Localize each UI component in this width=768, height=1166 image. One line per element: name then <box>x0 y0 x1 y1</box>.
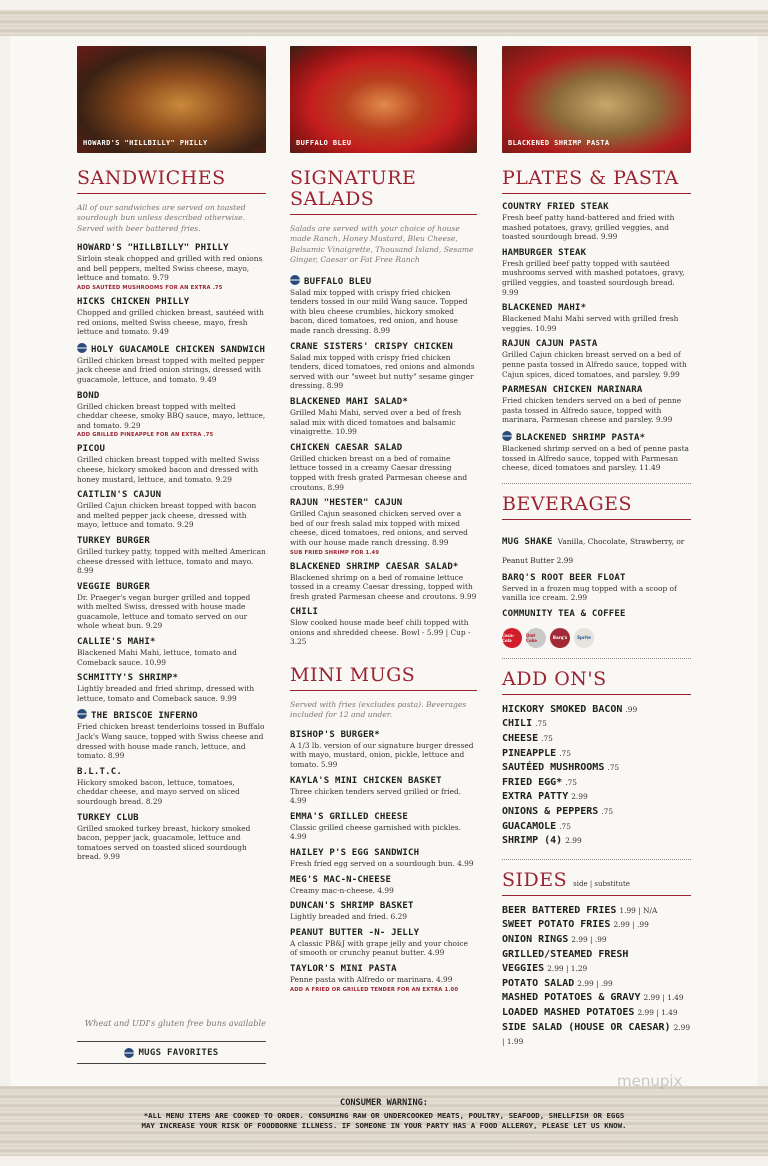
section-title-beverages: BEVERAGES <box>502 494 691 520</box>
item-desc: Fresh beef patty hand-battered and fried with mashed potatoes, gravy, grilled veggies, and toasted sourdough bread. 9.99 <box>502 213 675 242</box>
item-desc: Grilled Cajun chicken breast topped with bacon and melted pepper jack cheese, dressed with mayo, lettuce and tomato. 9.29 <box>77 501 257 530</box>
row-name: SWEET POTATO FRIES <box>502 919 611 931</box>
row-price: 2.99 | 1.49 <box>637 1007 678 1017</box>
item-name-text: BUFFALO BLEU <box>304 276 372 287</box>
item-name-text: SCHMITTY'S SHRIMP* <box>77 673 179 684</box>
item-desc: Grilled Cajun seasoned chicken served over a bed of our fresh salad mix topped with mixed cheese, diced tomatoes, red onions, and served with our house made ranch dressing. 8.99 <box>290 509 468 547</box>
item-name <box>290 964 477 975</box>
item-name-text: CRANE SISTERS' CRISPY CHICKEN <box>290 341 453 352</box>
photo-hillbilly-philly <box>77 46 266 153</box>
sides-price-label: side | substitute <box>573 879 630 888</box>
item-desc: A 1/3 lb. version of our signature burger dressed with mayo, mustard, onion, pickle, lettuce and tomato. 5.99 <box>290 740 474 770</box>
item-name <box>77 444 266 455</box>
item-name-text: PEANUT BUTTER -N- JELLY <box>290 927 420 938</box>
item-name-text: HAMBURGER STEAK <box>502 247 587 258</box>
barqs-logo: Barq's <box>550 628 570 648</box>
item-name-text: HOLY GUACAMOLE CHICKEN SANDWICH <box>91 344 266 355</box>
item-name-text: THE BRISCOE INFERNO <box>91 711 198 722</box>
row-price: 1.99 | N/A <box>619 905 658 915</box>
item-desc: Blackened Mahi Mahi, lettuce, tomato and Comeback sauce. 10.99 <box>77 648 237 667</box>
row-name: EXTRA PATTY <box>502 791 569 803</box>
row-name: SIDE SALAD (HOUSE OR CAESAR) <box>502 1021 671 1033</box>
item-name <box>77 709 266 722</box>
beverage-community: COMMUNITY TEA & COFFEE <box>502 608 626 619</box>
item-name <box>502 202 691 213</box>
item-name <box>290 812 477 823</box>
diet-coke-logo: Diet Coke <box>526 628 546 648</box>
item-name <box>77 582 266 593</box>
row-price: .75 <box>535 719 547 729</box>
row-name: MASHED POTATOES & GRAVY <box>502 992 641 1004</box>
menu-item <box>502 385 691 425</box>
mini-mugs-list <box>290 730 477 993</box>
item-desc: Sirloin steak chopped and grilled with red onions and bell peppers, melted Swiss cheese, mayo, lettuce and tomato. 9.79 <box>77 254 263 283</box>
menu-item <box>290 443 477 492</box>
item-name-text: TURKEY BURGER <box>77 535 151 546</box>
row-price: .75 <box>541 734 553 744</box>
mini-mugs-intro: Served with fries (excludes pasta). Beverages included for 12 and under. <box>290 700 467 720</box>
item-name-text: RAJUN CAJUN PASTA <box>502 339 598 350</box>
menu-item <box>77 490 266 530</box>
priced-row <box>502 834 691 849</box>
menu-item <box>502 431 691 473</box>
dotted-divider <box>502 483 691 484</box>
item-name <box>77 243 266 254</box>
menu-item <box>77 536 266 576</box>
menu-item <box>502 339 691 379</box>
priced-row <box>502 761 691 776</box>
section-title-salads: SIGNATURE SALADS <box>290 167 417 210</box>
item-name <box>502 339 691 350</box>
item-name-text: HOWARD'S "HILLBILLY" PHILLY <box>77 243 229 254</box>
item-desc: Dr. Praeger's vegan burger grilled and topped with melted Swiss, dressed with house made guacamole, lettuce and tomato served on our whole wheat bun. 9.29 <box>77 592 251 631</box>
item-name-text: KAYLA'S MINI CHICKEN BASKET <box>290 775 442 786</box>
item-name <box>502 248 691 259</box>
photo-blackened-shrimp-pasta <box>502 46 691 153</box>
item-desc: Slow cooked house made beef chili topped with onions and shredded cheese. Bowl - 5.99 | Cup - 3.25 <box>290 618 471 647</box>
item-name <box>77 391 266 402</box>
row-price: 2.99 | 1.49 <box>643 993 684 1003</box>
priced-row <box>502 918 691 933</box>
row-price: .75 <box>601 807 614 817</box>
item-name <box>290 498 477 509</box>
item-desc: Fresh fried egg served on a sourdough bun. 4.99 <box>290 859 474 869</box>
section-title-sides: SIDES <box>502 868 568 891</box>
menu-item <box>290 776 477 806</box>
item-name <box>290 875 477 886</box>
mugs-favorite-icon <box>290 275 300 285</box>
item-name-text: RAJUN "HESTER" CAJUN <box>290 498 403 509</box>
warning-body: *ALL MENU ITEMS ARE COOKED TO ORDER. CONSUMING RAW OR UNDERCOOKED MEATS, POULTRY, SEAFOOD, SHELLFISH OR EGGS MAY INCREASE YOUR RISK OF FOODBORNE ILLNESS. IF SOMEONE IN YOUR PARTY HAS A FOOD ALLERGY, PLEASE LET US KNOW. <box>141 1111 627 1130</box>
row-name: ONION RINGS <box>502 934 569 945</box>
item-desc: Three chicken tenders served grilled or fried. 4.99 <box>290 786 462 806</box>
item-desc: Grilled chicken breast topped with melted Swiss cheese, hickory smoked bacon and dressed with honey mustard, lettuce, and tomato. 9.29 <box>77 455 260 484</box>
menu-item <box>290 498 477 555</box>
mugs-favorite-icon <box>502 431 512 441</box>
menu-item <box>77 767 266 807</box>
salads-intro: Salads are served with your choice of house made Ranch, Honey Mustard, Bleu Cheese, Balsamic Vinaigrette, Thousand Island, Sesame Ginger, Caesar or Fat Free Ranch <box>290 224 474 265</box>
menu-item <box>290 964 477 993</box>
photo-caption: BUFFALO BLEU <box>296 139 352 147</box>
item-name <box>290 730 477 741</box>
priced-row <box>502 977 691 992</box>
section-title-addons: ADD ON'S <box>502 669 691 695</box>
warning-title: CONSUMER WARNING: <box>340 1098 428 1108</box>
item-desc: Grilled Cajun chicken breast served on a bed of penne pasta tossed in Alfredo sauce, topped with Cajun spices, diced tomatoes, and parsley. 9.99 <box>502 350 687 379</box>
row-price: 2.99 <box>571 792 588 802</box>
dotted-divider <box>502 658 691 659</box>
item-name-text: PARMESAN CHICKEN MARINARA <box>502 385 643 396</box>
item-name <box>77 490 266 501</box>
item-name <box>290 848 477 859</box>
item-name <box>290 443 477 454</box>
row-price: .75 <box>559 821 571 831</box>
beverage-name: BARQ'S ROOT BEER FLOAT <box>502 572 626 583</box>
column-sandwiches <box>77 46 266 868</box>
item-desc: Grilled chicken breast topped with melted cheddar cheese, smoky BBQ sauce, mayo, lettuce, and tomato. 9.29 <box>77 401 266 430</box>
item-desc: Chopped and grilled chicken breast, sautéed with red onions, melted Swiss cheese, mayo, fresh lettuce and tomato. 9.49 <box>77 308 264 337</box>
item-desc: Grilled chicken breast on a bed of romaine lettuce tossed in a creamy Caesar dressing topped with fresh grated Parmesan cheese and croutons. 8.99 <box>290 453 468 492</box>
menu-item <box>290 342 477 391</box>
row-price: .99 <box>625 704 638 714</box>
photo-caption: BLACKENED SHRIMP PASTA <box>508 139 610 147</box>
menu-item <box>290 562 477 602</box>
row-name: POTATO SALAD <box>502 977 575 989</box>
menu-item <box>502 202 691 242</box>
item-name <box>290 776 477 787</box>
item-desc: Fried chicken tenders served on a bed of penne pasta tossed in Alfredo sauce, topped with marinara, Parmesan cheese and parsley. 9.99 <box>502 396 682 425</box>
menu-item <box>77 673 266 703</box>
menu-item <box>77 243 266 291</box>
section-title-plates: PLATES & PASTA <box>502 168 691 194</box>
item-desc: Fresh grilled beef patty topped with sautéed mushrooms served with mashed potatoes, gravy, grilled veggies, and toasted sourdough bread. 9.99 <box>502 258 685 297</box>
item-name-text: CHICKEN CAESAR SALAD <box>290 442 403 453</box>
wood-header-strip <box>0 10 768 36</box>
photo-buffalo-bleu <box>290 46 477 153</box>
item-desc: Grilled Mahi Mahi, served over a bed of fresh salad mix with diced tomatoes and balsamic vinaigrette. 10.99 <box>290 407 462 437</box>
priced-row <box>502 790 691 805</box>
priced-row <box>502 776 691 791</box>
item-name <box>290 607 477 618</box>
row-name: HICKORY SMOKED BACON <box>502 703 623 715</box>
row-name: SAUTÉED MUSHROOMS <box>502 762 605 774</box>
column-plates <box>502 46 691 1050</box>
menu-item <box>290 928 477 958</box>
item-name <box>77 767 266 778</box>
item-desc: A classic PB&J with grape jelly and your choice of smooth or crunchy peanut butter. 4.99 <box>290 938 468 958</box>
salads-underline <box>290 214 477 215</box>
item-name-text: BLACKENED SHRIMP CAESAR SALAD* <box>290 561 459 572</box>
item-name <box>290 562 477 573</box>
watermark: menupix <box>617 1072 683 1090</box>
item-name-text: DUNCAN'S SHRIMP BASKET <box>290 901 414 912</box>
item-desc: Hickory smoked bacon, lettuce, tomatoes, cheddar cheese, and mayo served on sliced sourdough bread. 8.29 <box>77 777 240 806</box>
row-price: .75 <box>559 748 571 758</box>
gluten-free-note: Wheat and UDI's gluten free buns available <box>84 1018 266 1028</box>
priced-row <box>502 933 691 948</box>
row-price: 2.99 | .99 <box>571 935 607 944</box>
item-name <box>290 397 477 408</box>
item-name-text: HAILEY P'S EGG SANDWICH <box>290 848 420 859</box>
menu-item <box>290 397 477 437</box>
item-name-text: CHILI <box>290 607 319 618</box>
row-name: SHRIMP (4) <box>502 835 563 847</box>
menu-item <box>77 391 266 439</box>
item-note: ADD SAUTÉED MUSHROOMS FOR AN EXTRA .75 <box>77 285 223 291</box>
item-desc: Blackened Mahi Mahi served with grilled fresh veggies. 10.99 <box>502 314 679 333</box>
item-note: ADD A FRIED OR GRILLED TENDER FOR AN EXTRA 1.00 <box>290 986 459 993</box>
mugs-favorites-legend <box>77 1041 266 1064</box>
salad-list <box>290 275 477 647</box>
item-name-text: BLACKENED MAHI SALAD* <box>290 396 408 407</box>
item-name <box>77 297 266 308</box>
item-note: SUB FRIED SHRIMP FOR 1.49 <box>290 549 380 556</box>
menu-item <box>77 813 266 862</box>
mugs-favorite-icon <box>77 709 87 719</box>
item-name-text: BLACKENED MAHI* <box>502 303 587 314</box>
row-price: 2.99 | .99 <box>613 920 649 930</box>
beverage-desc: Vanilla, Chocolate, Strawberry, or Peanut Butter 2.99 <box>502 536 685 565</box>
item-note: ADD GRILLED PINEAPPLE FOR AN EXTRA .75 <box>77 432 214 439</box>
coca-cola-logo: Coca-Cola <box>502 628 522 648</box>
row-name: GUACAMOLE <box>502 820 557 832</box>
item-name-text: B.L.T.C. <box>77 766 122 777</box>
menu-item <box>77 343 266 385</box>
menu-item <box>290 875 477 896</box>
row-name: CHILI <box>502 718 533 730</box>
item-name-text: MEG'S MAC-N-CHEESE <box>290 874 392 885</box>
priced-row <box>502 948 691 977</box>
row-price: 2.99 | 1.29 <box>547 964 588 974</box>
item-desc: Lightly breaded and fried. 6.29 <box>290 912 407 922</box>
priced-row <box>502 820 691 835</box>
column-salads <box>290 46 477 999</box>
item-name <box>77 343 266 356</box>
row-name: CHEESE <box>502 733 539 745</box>
priced-row <box>502 732 691 747</box>
mugs-favorite-icon <box>77 343 87 353</box>
item-desc: Blackened shrimp served on a bed of penne pasta tossed in Alfredo sauce, topped with Parmesan cheese, diced tomatoes and parsley. 11.49 <box>502 443 689 473</box>
section-title-mini-mugs: MINI MUGS <box>290 665 477 691</box>
item-desc: Salad mix topped with crispy fried chicken tenders, diced tomatoes, red onions and almonds served with our "sweet but nutty" sesame ginger dressing. 8.99 <box>290 352 475 391</box>
item-name <box>290 901 477 912</box>
beverage-desc: Served in a frozen mug topped with a scoop of vanilla ice cream. 2.99 <box>502 583 677 603</box>
consumer-warning <box>0 1098 768 1131</box>
menu-item <box>290 607 477 647</box>
menu-item <box>77 297 266 337</box>
item-desc: Grilled turkey patty, topped with melted American cheese dressed with lettuce, tomato and mayo. 8.99 <box>77 546 266 576</box>
item-name <box>290 342 477 353</box>
item-name-text: HICKS CHICKEN PHILLY <box>77 297 190 307</box>
item-name <box>290 275 477 288</box>
photo-caption: HOWARD'S "HILLBILLY" PHILLY <box>83 139 208 147</box>
item-name <box>77 813 266 824</box>
sides-list <box>502 904 691 1050</box>
item-desc: Lightly breaded and fried shrimp, dressed with lettuce, tomato and Comeback sauce. 9.99 <box>77 684 255 703</box>
beverage-mug-shake <box>502 529 691 567</box>
row-name: GRILLED/STEAMED FRESH VEGGIES <box>502 948 629 975</box>
menu-item <box>77 709 266 760</box>
menu-item <box>290 275 477 336</box>
item-desc: Classic grilled cheese garnished with pickles. 4.99 <box>290 822 461 842</box>
sprite-logo: Sprite <box>574 628 594 648</box>
beverage-barqs-float <box>502 573 691 603</box>
row-name: ONIONS & PEPPERS <box>502 806 599 818</box>
item-name-text: CAITLIN'S CAJUN <box>77 490 162 501</box>
row-name: LOADED MASHED POTATOES <box>502 1006 635 1018</box>
item-name-text: TURKEY CLUB <box>77 812 139 823</box>
item-name <box>502 431 691 444</box>
menu-item <box>502 303 691 333</box>
row-price: .75 <box>607 763 620 773</box>
menu-item <box>290 848 477 869</box>
menu-item <box>290 812 477 842</box>
row-price: 2.99 <box>565 836 582 846</box>
item-name-text: TAYLOR'S MINI PASTA <box>290 964 397 974</box>
item-name <box>77 637 266 648</box>
item-name-text: BLACKENED SHRIMP PASTA* <box>516 432 646 443</box>
item-name <box>77 673 266 684</box>
menu-item <box>77 444 266 484</box>
item-name-text: BOND <box>77 390 100 401</box>
item-name-text: COUNTRY FRIED STEAK <box>502 202 609 212</box>
item-name <box>502 303 691 314</box>
menu-item <box>502 248 691 297</box>
priced-row <box>502 747 691 762</box>
item-desc: Grilled smoked turkey breast, hickory smoked bacon, pepper jack, guacamole, lettuce and tomatoes served on toasted sliced sourdough bread. 9.99 <box>77 823 251 862</box>
item-desc: Fried chicken breast tenderloins tossed in Buffalo Jack's Wang sauce, topped with Swiss cheese and dressed with house made ranch, lettuce, and tomato. 8.99 <box>77 722 265 761</box>
item-desc: Grilled chicken breast topped with melted pepper jack cheese and fried onion strings, dressed with guacamole, lettuce, and tomato. 9.49 <box>77 355 265 384</box>
priced-row <box>502 717 691 732</box>
item-name <box>290 928 477 939</box>
plates-list <box>502 202 691 473</box>
row-price: .75 <box>565 777 577 787</box>
row-name: PINEAPPLE <box>502 747 557 759</box>
beverage-logos <box>502 628 691 648</box>
menu-item <box>290 730 477 770</box>
menu-item <box>77 582 266 631</box>
dotted-divider <box>502 859 691 860</box>
item-name-text: EMMA'S GRILLED CHEESE <box>290 811 408 822</box>
item-name <box>77 536 266 547</box>
beverage-name: MUG SHAKE <box>502 536 553 547</box>
priced-row <box>502 1021 691 1050</box>
priced-row <box>502 805 691 820</box>
section-title-sandwiches: SANDWICHES <box>77 168 266 194</box>
item-name-text: PICOU <box>77 444 106 455</box>
item-name-text: BISHOP'S BURGER* <box>290 729 380 740</box>
priced-row <box>502 904 691 919</box>
item-name <box>502 385 691 396</box>
menu-item <box>77 637 266 667</box>
sandwiches-intro: All of our sandwiches are served on toasted sourdough bun unless described otherwise. Served with beer battered fries. <box>77 203 246 233</box>
menu-item <box>290 901 477 922</box>
item-desc: Salad mix topped with crispy fried chicken tenders tossed in our mild Wang sauce. Topped with bleu cheese crumbles, hickory smoked bacon, diced tomatoes, red onion, and house made ranch dressing. 8.99 <box>290 287 468 335</box>
item-desc: Blackened shrimp on a bed of romaine lettuce tossed in a creamy Caesar dressing, topped with fresh grated Parmesan cheese and croutons. 9.99 <box>290 572 477 601</box>
addon-list <box>502 703 691 849</box>
item-name-text: VEGGIE BURGER <box>77 581 151 592</box>
mugs-favorite-icon <box>124 1048 134 1058</box>
priced-row <box>502 991 691 1006</box>
row-name: BEER BATTERED FRIES <box>502 904 617 916</box>
row-price: 2.99 | .99 <box>577 978 613 988</box>
row-price: 2.99 | 1.99 <box>502 1022 691 1047</box>
item-name-text: CALLIE'S MAHI* <box>77 637 156 648</box>
row-name: FRIED EGG* <box>502 776 563 788</box>
mugs-favorites-label: MUGS FAVORITES <box>138 1047 219 1058</box>
priced-row <box>502 1006 691 1021</box>
item-desc: Creamy mac-n-cheese. 4.99 <box>290 885 394 895</box>
sides-header <box>502 870 691 896</box>
item-desc: Penne pasta with Alfredo or marinara. 4.99 <box>290 975 453 984</box>
priced-row <box>502 703 691 718</box>
sandwich-list <box>77 243 266 862</box>
